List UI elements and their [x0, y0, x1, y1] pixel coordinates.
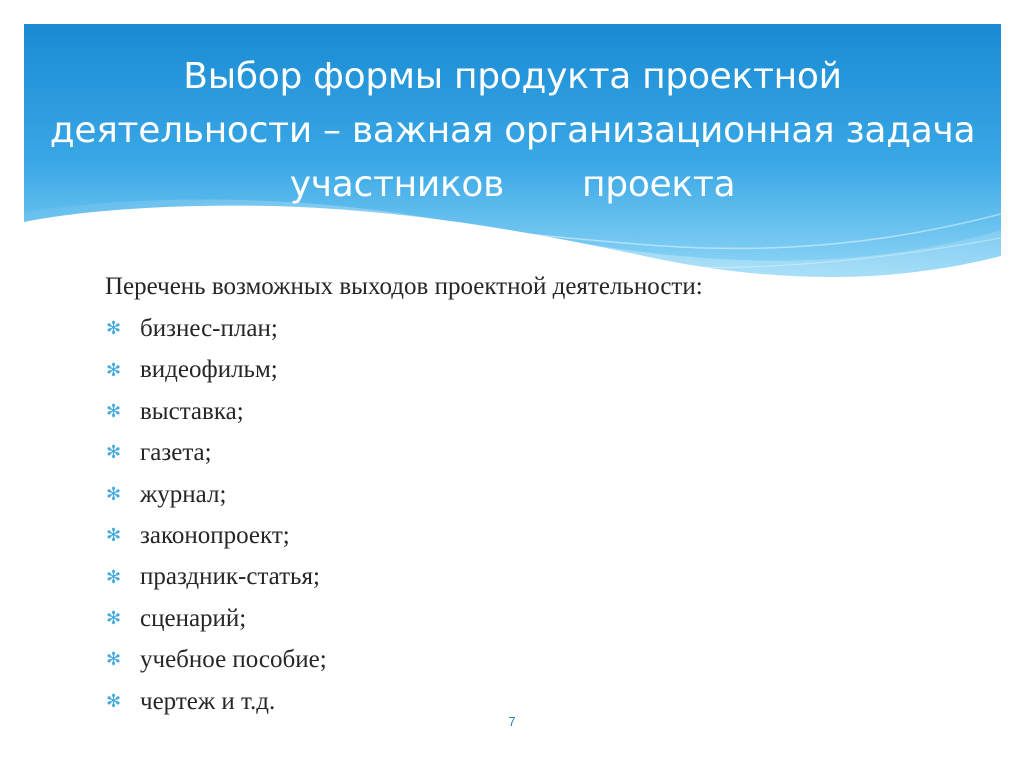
- list-item: [105, 515, 985, 556]
- snowflake-asterisk-icon: ✻: [106, 318, 122, 340]
- list-item-text: видеофильм;: [140, 356, 278, 384]
- list-item: [105, 556, 985, 597]
- slide-title: [24, 50, 1001, 212]
- list-item: [105, 432, 985, 473]
- snowflake-asterisk-icon: ✻: [106, 649, 122, 671]
- snowflake-asterisk-icon: ✻: [106, 483, 122, 505]
- snowflake-asterisk-icon: ✻: [106, 525, 122, 547]
- page-number: 7: [508, 714, 516, 729]
- snowflake-asterisk-icon: ✻: [106, 607, 122, 629]
- list-item-text: учебное пособие;: [140, 646, 327, 674]
- list-item-text: праздник-статья;: [140, 563, 320, 591]
- list-item: [105, 391, 985, 432]
- title-line-3: участников проекта: [289, 164, 736, 205]
- list-item-text: чертеж и т.д.: [140, 687, 276, 715]
- list-item: [105, 308, 985, 349]
- snowflake-asterisk-icon: ✻: [106, 359, 122, 381]
- list-intro: Перечень возможных выходов проектной деятельности:: [105, 273, 703, 300]
- list-item: [105, 474, 985, 515]
- snowflake-asterisk-icon: ✻: [106, 442, 122, 464]
- list-item: [105, 639, 985, 680]
- outputs-list: [105, 308, 985, 722]
- snowflake-asterisk-icon: ✻: [106, 566, 122, 588]
- list-item-text: бизнес-план;: [140, 315, 278, 342]
- slide-body: [105, 266, 985, 722]
- list-item: [105, 349, 985, 390]
- snowflake-asterisk-icon: ✻: [106, 400, 122, 422]
- list-item: [105, 681, 985, 722]
- list-item-text: выставка;: [140, 397, 244, 425]
- list-item-text: сценарий;: [140, 604, 247, 632]
- list-item-text: журнал;: [140, 480, 227, 508]
- snowflake-asterisk-icon: ✻: [106, 690, 122, 712]
- title-line-1: Выбор формы продукта проектной: [183, 56, 842, 97]
- list-item-text: газета;: [140, 439, 212, 467]
- list-item-text: законопроект;: [140, 521, 290, 549]
- list-item: [105, 598, 985, 639]
- title-line-2: деятельности – важная организационная задача: [49, 110, 976, 151]
